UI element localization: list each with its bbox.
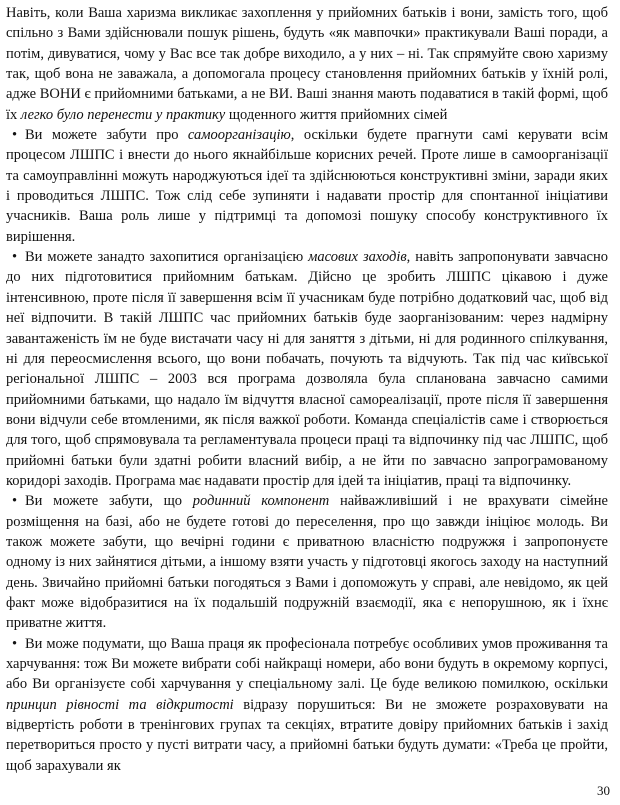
italic-phrase: масових заходів <box>308 249 407 266</box>
bullet-paragraph-family-component <box>6 491 608 633</box>
text-segment: Ви може подумати, що Ваша праця як професіонала потребує особливих умов проживання та харчування: тож Ви можете вибрати собі найкращі номери, або вони будуть в окремому корпусі, або Ви організуєте собі харчування у спеціальному залі. Це буде великою помилкою, оскільки <box>6 635 608 693</box>
bullet-icon: • <box>12 635 18 652</box>
italic-phrase: родинний компонент <box>192 493 330 510</box>
text-segment: Ви можете забути, що <box>25 493 193 510</box>
italic-phrase: принцип рівності та відкритості <box>6 696 234 713</box>
bullet-paragraph-equality <box>6 634 608 776</box>
bullet-icon: • <box>12 127 18 144</box>
text-segment: щоденного життя прийомних сімей <box>225 106 448 123</box>
text-segment: відразу порушиться: Ви не зможете розраховувати на відвертість роботи в тренінгових групах та секціях, втратите довіру прийомних батьків і захід перетвориться просто у пусті витрати часу, а прийомні батьки будуть думати: «Треба це пройти, щоб зарахували як <box>6 696 608 774</box>
italic-phrase: самоорганізацію <box>187 127 291 144</box>
text-body <box>6 3 608 776</box>
italic-phrase: легко було перенести у практику <box>20 106 226 123</box>
text-segment: , навіть запропонувати завчасно до них підготовитися прийомним батькам. Дійсно це зробить ЛШПС цікавою і дуже інтенсивною, проте після її завершення всім її учасникам буде потрібно додатковий час, щоб від неї відпочити. В такій ЛШПС час прийомних батьків буде заорганізованим: через надмірну завантаженість їм не буде вистачати часу ні для заняття з дітьми, ні для родинного спілкування, ні для переосмислення всього, що вони побачать, почують та відчують. Так під час київської регіональної ЛШПС – 2003 вся програма дозволяла була спланована завчасно самими прийомними батьками, що надало їм відчуття власної самореалізації, проте після її завершення вони відчули себе втомленими, як після важкої роботи. Команда спеціалістів саме і створюється для того, щоб спрямовувала та регламентувала процеси праці та відпочинку під час ЛШПС, щоб прийомні батьки були здатні робити власний вибір, а не йти по завчасно запрограмованому коридорі заходів. Програма має надавати простір для ідей та ініціатив, праці та відпочинку. <box>6 249 608 489</box>
text-segment: найважливіший і не врахувати сімейне розміщення на базі, або не будете готові до переселення, про що завжди ініціює молодь. Ви також можете забути, що вечірні години є приватною власністю подружжя і запропонуєте одному із них зайнятися дітьми, а іншому взяти участь у підготовці якогось заходу на наступний день. Звичайно прийомні батьки погодяться з Вами і допоможуть у справі, але невідомо, як цей факт може відобразитися на їх подальшій подружній взаємодії, яка є непорушною, як і їхнє приватне життя. <box>6 493 608 632</box>
bullet-icon: • <box>12 493 18 510</box>
paragraph-intro <box>6 3 608 125</box>
text-segment: Ви можете занадто захопитися організацією <box>25 249 309 266</box>
text-segment: , оскільки будете прагнути самі керувати всім процесом ЛШПС і внести до нього якнайбільше корисних речей. Проте лише в самоорганізації та самоуправлінні можуть народжуються ідеї та здійснюються конструктивні зміни, заради яких і проводиться ЛШПС. Тож слід себе зупиняти і надавати простір для спонтанної ініціативи учасників. Ваша роль лише у підтримці та допомозі пошуку способу конструктивного їх вирішення. <box>6 127 608 245</box>
bullet-paragraph-self-organization <box>6 125 608 247</box>
text-segment: Навіть, коли Ваша харизма викликає захоплення у прийомних батьків і вони, замість того, щоб спільно з Вами здійснювали пошук рішень, будуть «як мавпочки» практикували Ваші поради, а потім, дивуватися, чому у Вас все так добре виходило, а у них – ні. Так спрямуйте свою харизму так, щоб вона не заважала, а допомогала процесу становлення прийомних батьків у їхній ролі, адже ВОНИ є прийомними батьками, а не ВИ. Ваші знання мають подаватися в такій формі, щоб їх <box>6 5 608 123</box>
bullet-icon: • <box>12 249 18 266</box>
text-segment: Ви можете забути про <box>25 127 188 144</box>
bullet-paragraph-mass-events <box>6 247 608 491</box>
page-number: 30 <box>597 783 610 798</box>
